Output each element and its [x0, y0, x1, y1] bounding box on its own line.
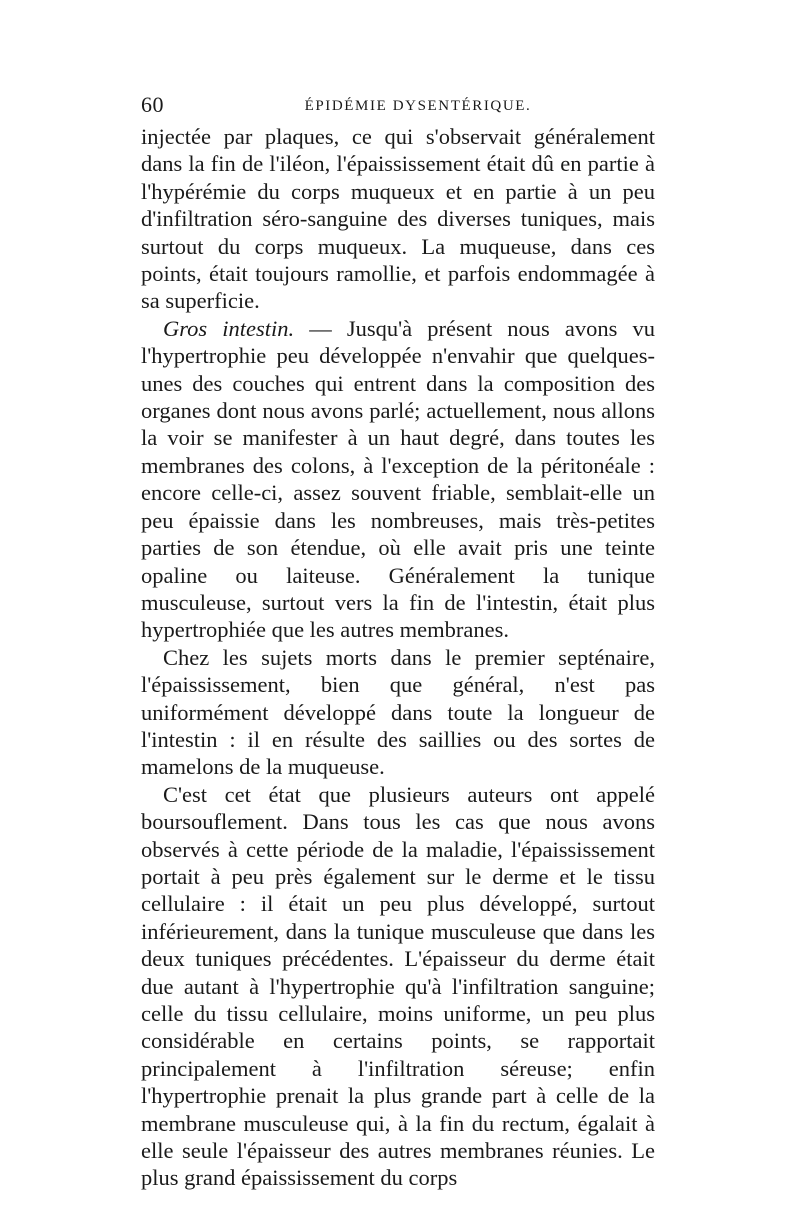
page-header — [141, 92, 655, 122]
paragraph-3 — [141, 644, 655, 781]
body-text — [141, 123, 655, 1192]
paragraph-4 — [141, 781, 655, 1192]
page-number: 60 — [141, 92, 164, 117]
paragraph-2 — [141, 315, 655, 644]
paragraph-text: injectée par plaques, ce qui s'observait généralement dans la fin de l'iléon, l'épaississement était dû en partie à l'hypérémie du corps muqueux et en partie à un peu d'infiltration séro-sanguine des diverses tuniques, mais surtout du corps muqueux. La muqueuse, dans ces points, était toujours ramollie, et parfois endommagée à sa superficie. — [141, 124, 655, 314]
paragraph-text: — Jusqu'à présent nous avons vu l'hypertrophie peu développée n'envahir que quelques-unes des couches qui entrent dans la composition des organes dont nous avons parlé; actuellement, nous allons la voir se manifester à un haut degré, dans toutes les membranes des colons, à l'exception de la péritonéale : encore celle-ci, assez souvent friable, semblait-elle un peu épaissie dans les nombreuses, mais très-petites parties de son étendue, où elle avait pris une teinte opaline ou laiteuse. Généralement la tunique musculeuse, surtout vers la fin de l'intestin, était plus hypertrophiée que les autres membranes. — [141, 315, 655, 643]
running-title: ÉPIDÉMIE DYSENTÉRIQUE. — [304, 98, 532, 114]
paragraph-text: Chez les sujets morts dans le premier septénaire, l'épaississement, bien que général, n'est pas uniformément développé dans toute la longueur de l'intestin : il en résulte des saillies ou des sortes de mamelons de la muqueuse. — [141, 644, 655, 780]
book-page — [141, 92, 655, 1192]
section-subhead: Gros intestin. — [163, 315, 295, 341]
paragraph-text: C'est cet état que plusieurs auteurs ont appelé boursouflement. Dans tous les cas que nous avons observés à cette période de la maladie, l'épaississement portait à peu près également sur le derme et le tissu cellulaire : il était un peu plus développé, surtout inférieurement, dans la tunique musculeuse que dans les deux tuniques précédentes. L'épaisseur du derme était due autant à l'hypertrophie qu'à l'infiltration sanguine; celle du tissu cellulaire, moins uniforme, un peu plus considérable en certains points, se rapportait principalement à l'infiltration séreuse; enfin l'hypertrophie prenait la plus grande part à celle de la membrane musculeuse qui, à la fin du rectum, égalait à elle seule l'épaisseur des autres membranes réunies. Le plus grand épaississement du corps — [141, 781, 655, 1191]
paragraph-1 — [141, 123, 655, 315]
